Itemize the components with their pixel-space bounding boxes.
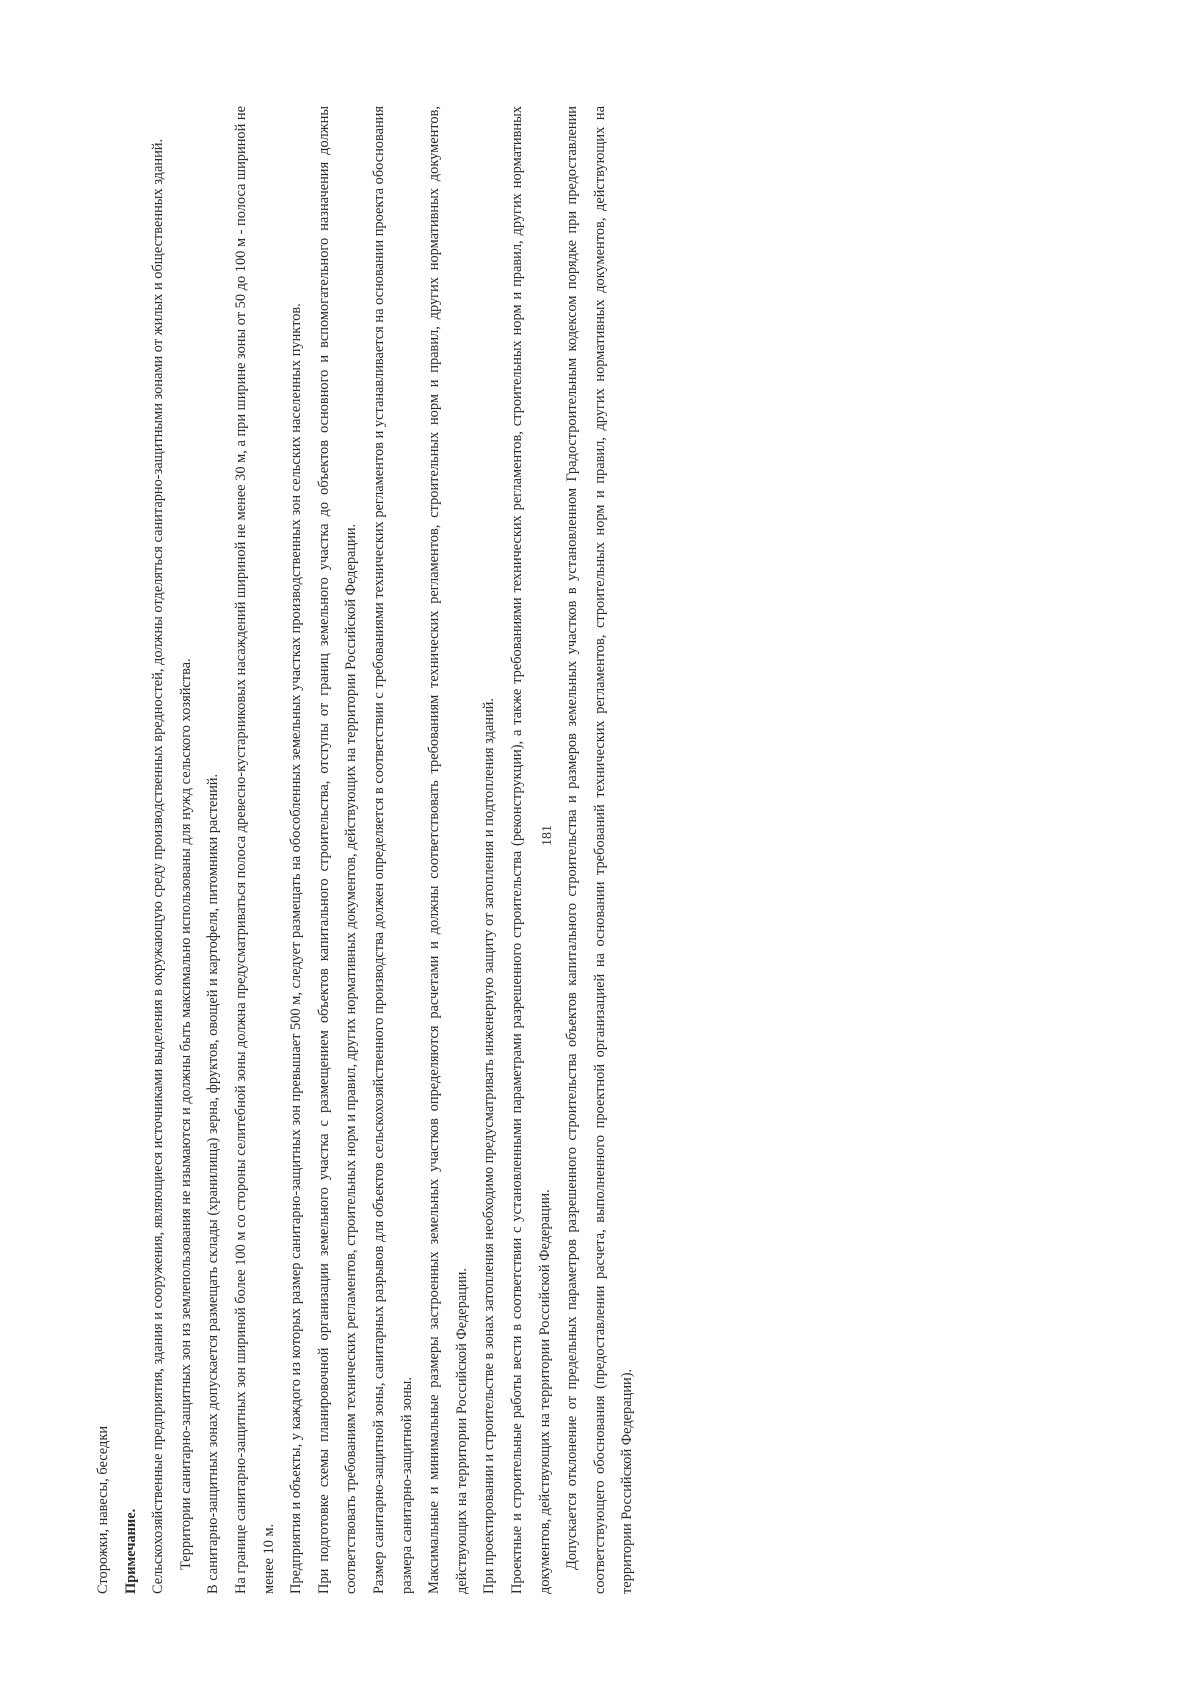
paragraph: При проектировании и строительстве в зонах затопления необходимо предусматривать инженерную защиту от затопления и подтопления зданий. [481, 698, 498, 1594]
note-title: Примечание. [122, 1508, 139, 1594]
paragraph: Проектные и строительные работы вести в соответствии с установленными параметрами разрешенного строительства (реконструкции), а также требованиями технических регламентов, строительных норм и правил, других нормативных документов, действующих на территории Российской Федерации. [508, 106, 553, 1594]
page-number: 181 [540, 825, 555, 846]
text-line: Сторожки, навесы, беседки [95, 1425, 111, 1594]
paragraph: Предприятия и объекты, у каждого из которых размер санитарно-защитных зон превышает 500 м, следует размещать на обособленных земельных участках производственных зон сельских населенных пунктов. [288, 303, 305, 1594]
document-body [90, 106, 642, 1594]
paragraph: На границе санитарно-защитных зон шириной более 100 м со стороны селитебной зоны должна предусматриваться полоса древесно-кустарниковых насаждений шириной не менее 30 м, а при ширине зоны от 50 до 100 м - полоса шириной не менее 10 м. [232, 106, 277, 1594]
paragraph: Максимальные и минимальные размеры застроенных земельных участков определяются расчетами и должны соответствовать требованиям технических регламентов, строительных норм и правил, других нормативных документов, действующих на территории Российской Федерации. [426, 106, 470, 1594]
paragraph: Сельскохозяйственные предприятия, здания и сооружения, являющиеся источниками выделения в окружающую среду производственных вредностей, должны отделяться санитарно-защитными зонами от жилых и общественных зданий. [150, 138, 167, 1594]
paragraph: Территории санитарно-защитных зон из землепользования не изымаются и должны быть максимально использованы для нужд сельского хозяйства. [177, 658, 194, 1570]
paragraph: Размер санитарно-защитной зоны, санитарных разрывов для объектов сельскохозяйственного производства должен определяется в соответствии с требованиями технических регламентов и устанавливается на основании проекта обоснования размера санитарно-защитной зоны. [370, 106, 415, 1594]
paragraph: В санитарно-защитных зонах допускается размещать склады (хранилища) зерна, фруктов, овощей и картофеля, питомники растений. [205, 773, 222, 1594]
paragraph: Допускается отклонение от предельных параметров разрешенного строительства объектов капитального строительства и размеров земельных участков в установленном Градостроительным кодексом порядке при предоставлении соответствующего обоснования (предоставлении расчета, выполненного проектной организацией на основании требований технических регламентов, строительных норм и правил, других нормативных документов, действующих на территории Российской Федерации). [564, 106, 636, 1594]
paragraph: При подготовке схемы планировочной организации земельного участка с размещением объектов капитального строительства, отступы от границ земельного участка до объектов основного и вспомогательного назначения должны соответствовать требованиям технических регламентов, строительных норм и правил, других нормативных документов, действующих на территории Российской Федерации. [315, 106, 360, 1594]
